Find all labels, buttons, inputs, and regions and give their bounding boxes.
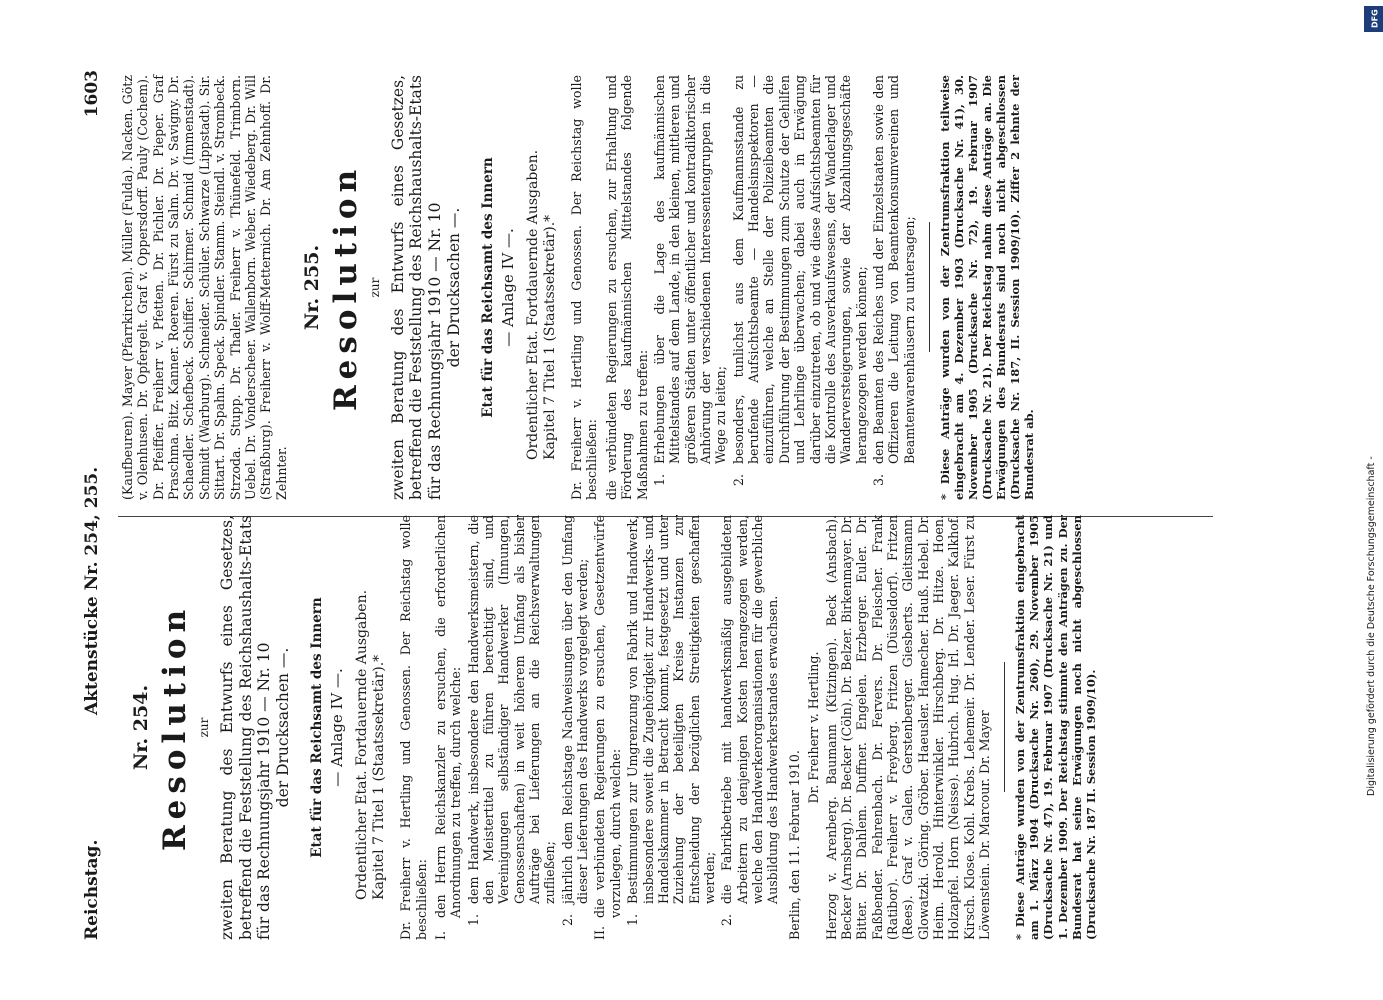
item-number: 3. — [870, 473, 886, 486]
motion-intro: Dr. Freiherr v. Hertling und Genossen. Der Reichstag wolle beschließen: — [398, 515, 429, 940]
kapitel-block — [525, 75, 559, 460]
motion-intro: Dr. Freiherr v. Hertling und Genossen. Der Reichstag wolle beschließen: — [569, 75, 600, 500]
resolution-heading: Resolution — [328, 163, 365, 412]
dfg-logo: DFG — [1364, 6, 1383, 32]
zur-label: zur — [196, 717, 211, 738]
measure-1 — [652, 75, 729, 486]
item-number: I. — [432, 931, 448, 940]
item-text: die verbündeten Regierungen zu ersuchen, Gesetzentwürfe vorzulegen, durch welche: — [592, 515, 623, 918]
title-text: zweiten Beratung des Entwurfs eines Gesetzes, betreffend die Feststellung des Reichshaushalts-Etats für das Rechnungsjahr 1910 — Nr. 10 — [217, 515, 274, 940]
measure-2 — [731, 75, 869, 486]
motion-lead: die verbündeten Regierungen zu ersuchen, zur Erhaltung und Förderung des kaufmännischen Mittelstandes folgende Maßnahmen zu treffen: — [603, 75, 650, 500]
left-column — [118, 515, 1098, 940]
footnote-rule — [1004, 663, 1005, 793]
kapitel-block — [354, 515, 388, 900]
anlage-label: — Anlage IV —. — [498, 228, 517, 347]
item-number: 1. — [651, 473, 667, 486]
item-text: Bestimmungen zur Umgrenzung von Fabrik und Handwerk, insbesondere soweit die Zugehörigkeit zur Handwerks- und Handelskammer in Betracht kommt, festgesetzt und unter Zuziehung der beteiligten Kreise Instanzen zur Entscheidung der bezüglichen Streitigkeiten geschaffen werden; — [625, 515, 717, 904]
signer-line: Dr. Freiherr v. Hertling. — [806, 651, 822, 804]
anlage-label: — Anlage IV —. — [327, 668, 346, 787]
footnote: * Diese Anträge wurden von der Zentrumsfraktion teilweise eingebracht am 4. Dezember 1903 (Drucksache Nr. 41), 30. November 1905 (Drucksache Nr. 72), 19. Februar 1907 (Drucksache Nr. 21). Der Reichstag nahm diese Anträge an. Die Erwägungen des Bundesrats sind noch nicht abgeschlossen (Drucksache Nr. 187, II. Session 1909/10). Ziffer 2 lehnte der Bundesrat ab. — [938, 75, 1037, 500]
document-number: Nr. 254. — [130, 684, 152, 771]
etat-heading: Etat für das Reichsamt des Innern — [309, 597, 326, 858]
item-number: 1. — [625, 913, 641, 926]
kapitel-line-1: Ordentlicher Etat. Fortdauernde Ausgaben. — [524, 149, 541, 460]
section-I-1 — [466, 515, 558, 926]
page-number: 1603 — [82, 70, 102, 118]
item-number: 1. — [465, 913, 481, 926]
title-last-line: der Drucksachen —. — [445, 207, 464, 368]
resolution-heading: Resolution — [157, 603, 194, 852]
header-left: Reichstag. — [82, 839, 102, 940]
page-header — [82, 70, 108, 940]
resolution-title — [218, 515, 294, 940]
signatures-continued: (Kaufbeuren). Mayer (Pfarrkirchen). Müller (Fulda). Nacken. Götz v. Olenhusen. Dr. Opfergelt. Graf v. Oppersdorff. Pauly (Cochem). Dr. Pfeiffer. Freiherr v. Pfetten. Dr. Pichler. Dr. Pieper. Graf Praschma. Bitz. Kanner. Roeren. Fürst zu Salm. Dr. v. Savigny. Dr. Schaedler. Schefbeck. Schiffer. Schirmer. Schmid (Immenstadt). Schmidt (Warburg). Schneider. Schüler. Schwarze (Lippstadt). Sir. Sittart. Dr. Spahn. Speck. Spindler. Stamm. Steindl. v. Strombeck. Strzoda. Stupp. Dr. Thaler. Freiherr v. Thünefeld. Trimborn. Uebel. Dr. Vonderscheer. Wallenborn. Weber. Wiedeberg. Dr. Will (Straßburg). Freiherr v. Wolff-Metternich. Dr. Am Zehnhoff. Dr. Zehnter. — [120, 75, 289, 500]
item-text: besonders, tunlichst aus dem Kaufmannsstande zu berufende Aufsichtsbeamte — Handelsinspektoren — einzuführen, welche an Stelle der Polizeibeamten die Durchführung der Bestimmungen zum Schutze der Gehilfen und Lehrlinge überwachen; dabei auch in Erwägung darüber einzutreten, ob und wie diese Aufsichtsbeamten für die Kontrolle des Ausverkaufswesens, der Wanderlager und Wanderversteigerungen, sowie der Abzahlungsgeschäfte herangezogen werden können; — [730, 75, 869, 464]
signatures-list: Herzog v. Arenberg. Baumann (Kitzingen). Beck (Ansbach). Becker (Arnsberg). Dr. Becker (Cöln). Dr. Belzer. Birkenmayer. Dr. Bitter. Dr. Dahlem. Duffner. Engelen. Erzberger. Euler. Dr. Faßbender. Fehrenbach. Dr. Fervers. Dr. Fleischer. Frank (Ratibor). Freiherr v. Freyberg. Fritzen (Düsseldorf). Fritzen (Rees). Graf v. Galen. Gerstenberger. Giesberts. Gleitsmann. Glowatzki. Göring. Gröber. Haeusler. Hamecher. Hauß. Hebel. Dr. Heim. Herold. Hinterwinkler. Hirschberg. Dr. Hitze. Hoen. Holzapfel. Horn (Neisse). Hubrich. Hug. Irl. Dr. Jaeger. Kalkhof. Kirsch. Klose. Kohl. Krebs. Lehemeir. Dr. Lender. Leser. Fürst zu Löwenstein. Dr. Marcour. Dr. Mayer — [823, 515, 993, 940]
kapitel-line-1: Ordentlicher Etat. Fortdauernde Ausgaben. — [354, 589, 370, 900]
item-text: jährlich dem Reichstage Nachweisungen über den Umfang dieser Lieferungen des Handwerks vorgelegt werden; — [559, 515, 591, 904]
item-text: dem Handwerk, insbesondere den Handwerksmeistern, die den Meistertitel zu führen berechtigt sind, und Vereinigungen selbständiger Handwerker (Innungen, Genossenschaften) in weit höherem Umfang als bisher Aufträge bei Lieferungen an die Reichsverwaltungen zufließen; — [465, 515, 558, 904]
kapitel-line-2: Kapitel 7 Titel 1 (Staatssekretär).* — [371, 654, 388, 900]
section-II — [592, 515, 623, 940]
zur-label: zur — [367, 277, 382, 298]
title-text: zweiten Beratung des Entwurfs eines Gesetzes, betreffend die Feststellung des Reichshaushalts-Etats für das Rechnungsjahr 1910 — Nr. 10 — [388, 75, 445, 500]
item-number: 2. — [730, 473, 746, 486]
section-II-1 — [625, 515, 717, 926]
footnote-rule — [929, 223, 930, 353]
resolution-title — [389, 75, 465, 500]
section-I-2 — [560, 515, 591, 926]
header-middle: Aktenstücke Nr. 254, 255. — [82, 466, 102, 715]
section-II-2 — [719, 515, 780, 926]
digitization-note — [1362, 36, 1383, 796]
digitization-text: Digitalisierung gefördert durch die Deutsche Forschungsgemeinschaft - — [1366, 456, 1377, 796]
footnote: * Diese Anträge wurden von der Zentrumsfraktion eingebracht am 1. März 1904 (Drucksache Nr. 260), 29. November 1905 (Drucksache Nr. 47), 19. Februar 1907 (Drucksache Nr. 21) und 1. Dezember 1909. Der Reichstag stimmte den Anträgen zu. Der Bundesrat hat seine Erwägungen noch nicht abgeschlossen (Drucksache Nr. 187 II. Session 1909/10). — [1013, 515, 1098, 940]
item-text: den Beamten des Reiches und der Einzelstaaten sowie den Offizieren die Leitung von Beamtenkonsumvereinen und Beamtenwarenhäusern zu untersagen; — [870, 75, 917, 464]
kapitel-line-2: Kapitel 7 Titel 1 (Staatssekretär).* — [542, 214, 559, 460]
right-column — [118, 75, 1036, 500]
title-last-line: der Drucksachen —. — [274, 647, 293, 808]
section-I — [433, 515, 464, 940]
item-number: 2. — [719, 913, 735, 926]
item-number: II. — [592, 926, 608, 940]
measure-3 — [871, 75, 917, 486]
item-number: 2. — [559, 913, 575, 926]
etat-heading: Etat für das Reichsamt des Innern — [480, 157, 497, 418]
document-number: Nr. 255. — [300, 244, 323, 331]
item-text: die Fabrikbetriebe mit handwerksmäßig ausgebildeten Arbeitern zu denjenigen Kosten herangezogen werden, welche den Handwerkerorganisationen für die gewerbliche Ausbildung des Handwerkerstandes erwachsen. — [719, 515, 781, 904]
item-text: den Herrn Reichskanzler zu ersuchen, die erforderlichen Anordnungen zu treffen, durch welche: — [432, 515, 464, 918]
date-line: Berlin, den 11. Februar 1910. — [786, 750, 802, 940]
item-text: Erhebungen über die Lage des kaufmännischen Mittelstandes auf dem Lande, in den kleinen, mittleren und größeren Städten unter öffentlicher und kontradiktorischer Anhörung der verschiedenen Interessentengruppen in die Wege zu leiten; — [651, 75, 729, 464]
